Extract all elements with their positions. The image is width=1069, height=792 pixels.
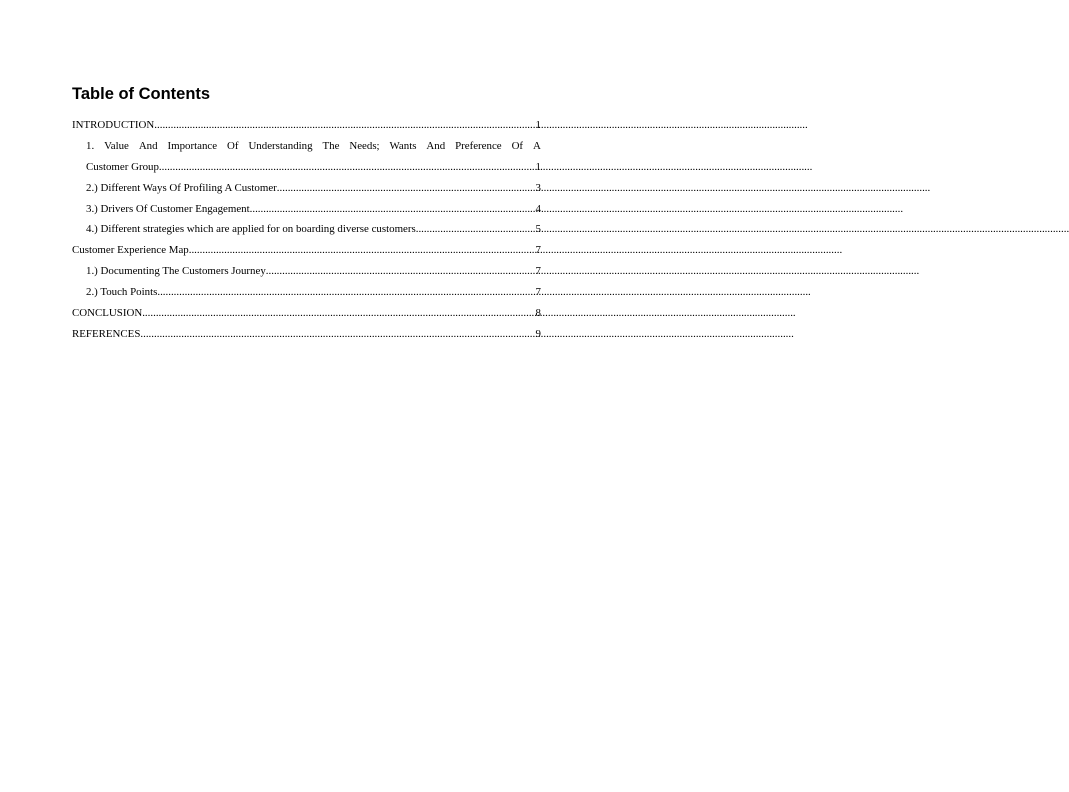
toc-entry-title: INTRODUCTION (72, 118, 155, 131)
toc-entry-title: Customer Group (86, 160, 159, 173)
toc-heading: Table of Contents (72, 85, 211, 103)
toc-word: Needs; (349, 139, 380, 152)
toc-entry-page: 9 (535, 327, 541, 340)
toc-entry-page: 7 (535, 244, 541, 257)
toc-entry-page: 1 (535, 118, 541, 131)
toc-word: Understanding (248, 139, 313, 152)
toc-word: Preference (455, 139, 502, 152)
dot-leader (277, 178, 536, 199)
toc-entry-page: 5 (535, 223, 541, 236)
toc-entry-journey[interactable] (72, 261, 541, 282)
dot-leader (189, 240, 536, 261)
toc-list (72, 115, 541, 345)
toc-entry-value-importance[interactable] (72, 136, 541, 178)
dot-leader (266, 261, 536, 282)
toc-entry-page: 3 (535, 181, 541, 194)
dot-leader (159, 157, 536, 178)
toc-entry-page: 7 (535, 265, 541, 278)
toc-entry-title-line-2 (86, 157, 541, 178)
toc-entry-page: 7 (535, 286, 541, 299)
toc-entry-conclusion[interactable] (72, 303, 541, 324)
toc-word: 1. (86, 139, 95, 152)
toc-entry-touch-points[interactable] (72, 282, 541, 303)
toc-word: Of (227, 139, 239, 152)
toc-entry-experience-map[interactable] (72, 240, 541, 261)
toc-word: Of (511, 139, 524, 152)
toc-word: And (426, 139, 446, 152)
toc-word: The (322, 139, 340, 152)
dot-leader (416, 219, 536, 240)
toc-entry-page: 8 (535, 307, 541, 319)
toc-entry-references[interactable] (72, 324, 541, 345)
toc-entry-title: 1.) Documenting The Customers Journey (86, 265, 266, 278)
dot-leader (250, 199, 536, 220)
toc-entry-title: REFERENCES (72, 327, 141, 340)
dot-leader (142, 303, 535, 324)
toc-entry-strategies[interactable] (72, 219, 541, 240)
toc-entry-title: 2.) Different Ways Of Profiling A Customer (86, 181, 277, 194)
toc-entry-introduction[interactable] (72, 115, 541, 136)
dot-leader (154, 115, 535, 136)
toc-entry-title: 4.) Different strategies which are applied for on boarding diverse customers (86, 223, 416, 236)
toc-word: And (138, 139, 158, 152)
toc-entry-title: Customer Experience Map (72, 244, 189, 257)
toc-word: Wants (389, 139, 417, 152)
dot-leader (157, 282, 535, 303)
dot-leader (140, 324, 535, 345)
toc-entry-title-line-1 (86, 136, 541, 157)
toc-entry-page: 4 (535, 202, 541, 215)
toc-word: A (532, 139, 541, 152)
toc-entry-title: 2.) Touch Points (86, 286, 158, 299)
toc-entry-drivers[interactable] (72, 199, 541, 220)
toc-word: Importance (167, 139, 218, 152)
toc-entry-title: 3.) Drivers Of Customer Engagement (86, 202, 250, 215)
toc-word: Value (104, 139, 129, 152)
toc-entry-page: 1 (535, 160, 541, 173)
toc-entry-title: CONCLUSION (72, 307, 143, 319)
toc-entry-profiling[interactable] (72, 178, 541, 199)
